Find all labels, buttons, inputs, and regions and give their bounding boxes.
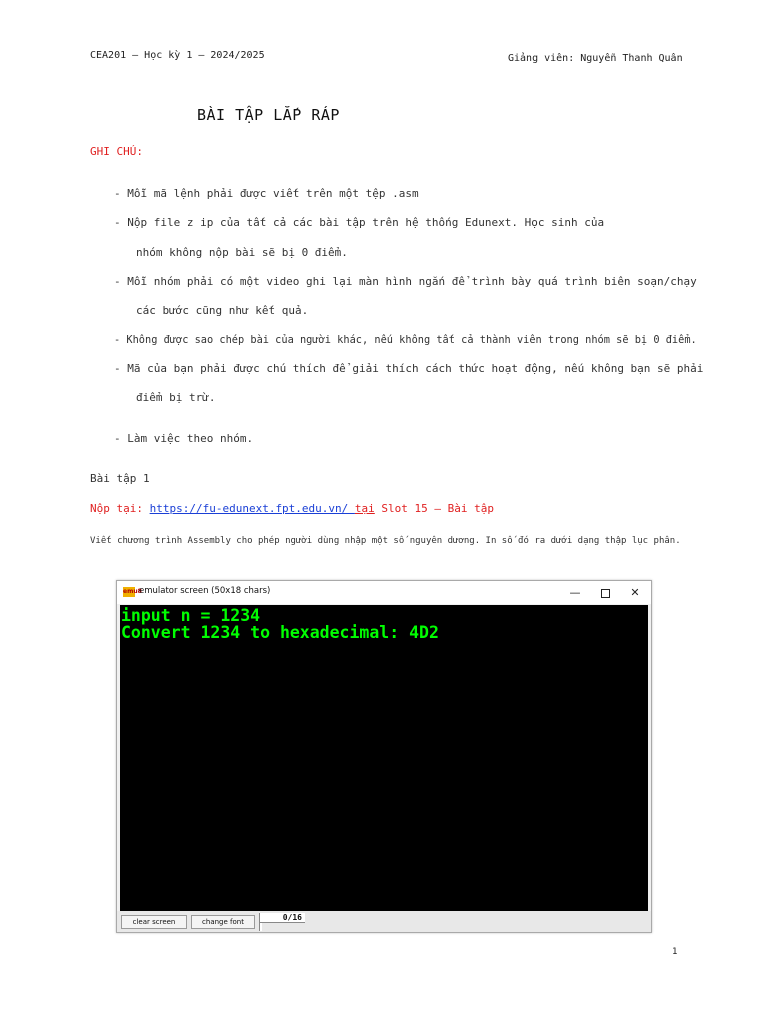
submit-link[interactable]: https://fu-edunext.fpt.edu.vn/ [149,502,355,515]
emulator-output-line: input n = 1234 [121,606,261,625]
lecturer-header: Giảng viên: Nguyễn Thanh Quân [508,53,683,64]
emulator-window-title: emulator screen (50x18 chars) [139,586,271,596]
note-item: - Không được sao chép bài của người khác, nếu không tất cả thành viên trong nhóm sẽ bị 0 điểm. [114,334,697,346]
maximize-icon[interactable] [590,581,620,604]
note-item-continued: các bước cũng như kết quả. [136,304,309,317]
counter-tick [259,923,262,931]
notes-label: GHI CHÚ: [90,145,143,158]
emulator-bottom-bar [117,911,651,932]
submit-suffix: Slot 15 – Bài tập [374,502,495,515]
minimize-icon[interactable]: — [569,586,581,599]
emu8086-logo: emu8 [123,588,142,595]
emulator-output-line: Convert 1234 to hexadecimal: 4D2 [121,623,439,642]
note-item: - Mỗi mã lệnh phải được viết trên một tệp .asm [114,187,419,200]
emulator-screen [120,605,648,911]
emulator-window [116,580,652,933]
note-item: - Mã của bạn phải được chú thích để giải thích cách thức hoạt động, nếu không bạn sẽ phải [114,362,704,375]
note-item: - Làm việc theo nhóm. [114,432,254,445]
close-icon[interactable]: ✕ [630,586,640,599]
note-item-continued: điểm bị trừ. [136,391,216,404]
submit-prefix: Nộp tại: [90,502,150,515]
note-item: - Nộp file z ip của tất cả các bài tập trên hệ thống Edunext. Học sinh của [114,216,605,229]
change-font-button[interactable]: change font [191,915,255,929]
emulator-char-counter: 0/16 [259,913,305,923]
page-title: BÀI TẬP LẮP RÁP [197,106,340,124]
clear-screen-button[interactable]: clear screen [121,915,187,929]
emulator-titlebar[interactable] [117,581,651,604]
exercise-heading: Bài tập 1 [90,472,150,485]
exercise-description: Viết chương trình Assembly cho phép người dùng nhập một số nguyên dương. In số đó ra dưới dạng thập lục phân. [90,536,681,546]
submit-tai: tại [354,502,375,515]
course-header: CEA201 – Học kỳ 1 – 2024/2025 [90,50,265,61]
note-item: - Mỗi nhóm phải có một video ghi lại màn hình ngắn để trình bày quá trình biên soạn/chạy [114,275,697,288]
page-number: 1 [672,947,678,957]
note-item-continued: nhóm không nộp bài sẽ bị 0 điểm. [136,246,348,259]
submit-line [90,502,494,515]
